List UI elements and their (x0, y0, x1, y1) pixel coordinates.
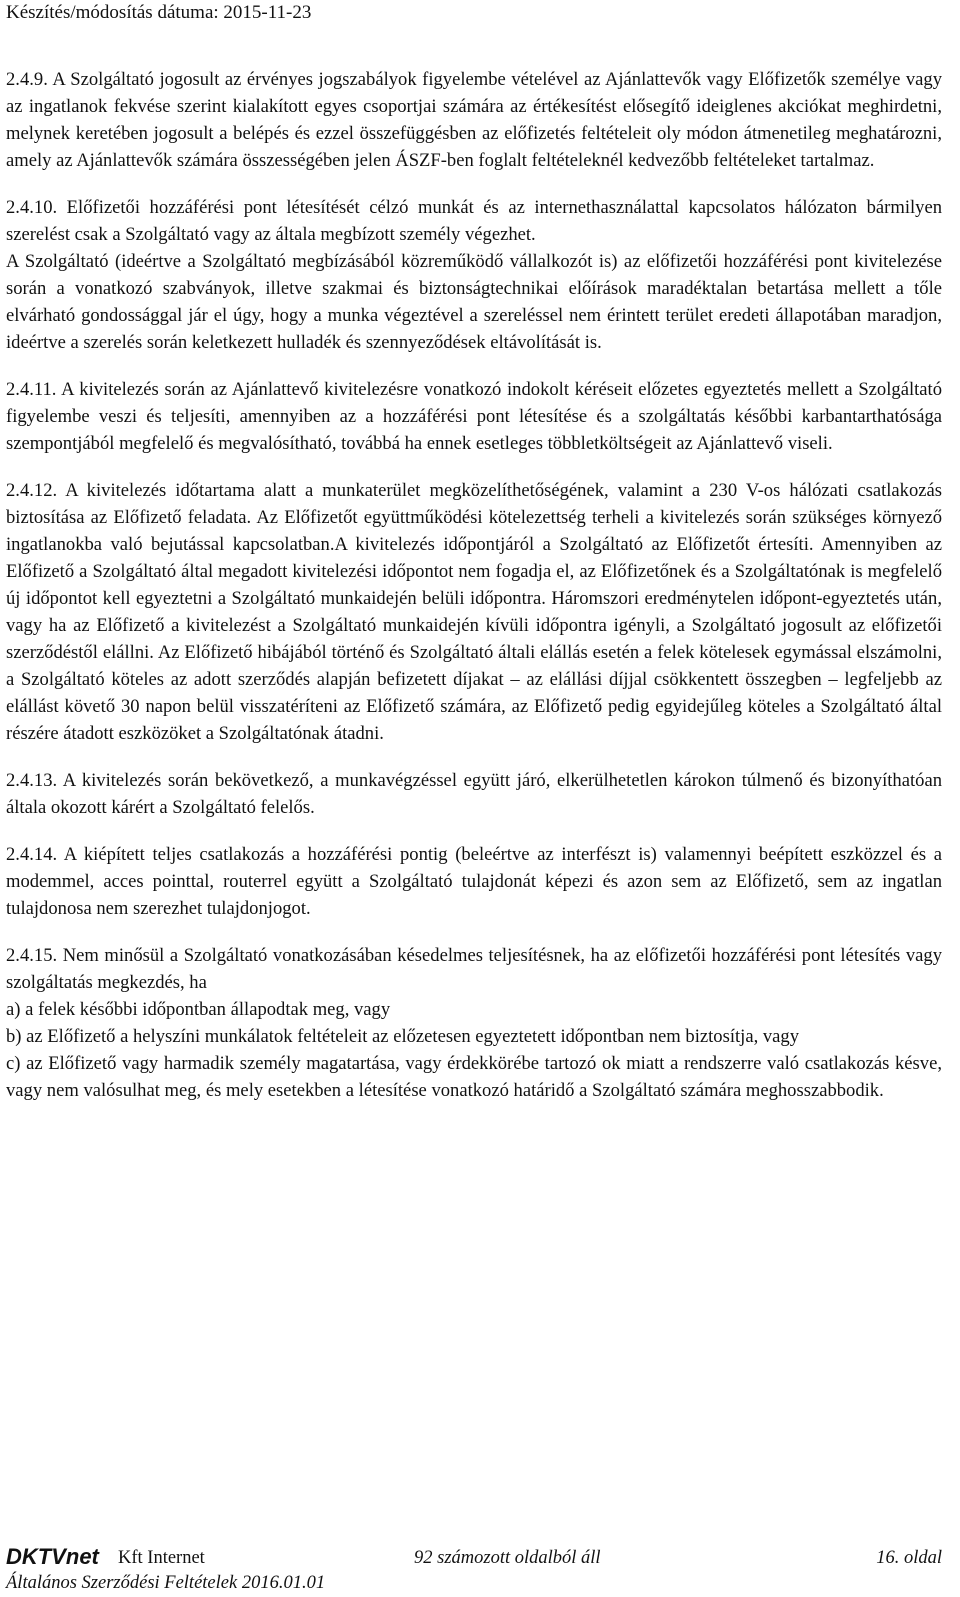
section-2-4-14: 2.4.14. A kiépített teljes csatlakozás a hozzáférési pontig (beleértve az interfészt is) valamennyi beépített eszközzel és a modemmel, acces pointtal, routerrel együtt a Szolgáltató tulajdonát képezi és azon sem az Előfizető, sem az ingatlan tulajdonosa nem szerezhet tulajdonjogot. (6, 844, 942, 919)
section-2-4-15: 2.4.15. Nem minősül a Szolgáltató vonatkozásában késedelmes teljesítésnek, ha az előfizetői hozzáférési pont létesítés vagy szolgáltatás megkezdés, ha (6, 945, 942, 993)
page-footer (6, 1545, 942, 1595)
footer-row (6, 1545, 942, 1571)
section-2-4-10-paragraph-2: A Szolgáltató (ideértve a Szolgáltató megbízásából közreműködő vállalkozót is) az előfizetői hozzáférési pont kivitelezése során a vonatkozó szabványok, illetve szakmai és biztonságtechnikai előírások maradéktalan betartása mellett a tőle elvárható gondossággal jár el úgy, hogy a munka végeztével a szereléssel nem érintett terület eredeti állapotában maradjon, ideértve a szerelés során keletkezett hulladék és szennyeződések eltávolítását is. (6, 251, 942, 353)
section-2-4-12: 2.4.12. A kivitelezés időtartama alatt a munkaterület megközelíthetőségének, valamint a 230 V-os hálózati csatlakozás biztosítása az Előfizető feladata. Az Előfizetőt együttműködési kötelezettség terheli a kivitelezés során szükséges környező ingatlanokba való bejutással kapcsolatban.A kivitelezés időpontjáról a Szolgáltató az Előfizetőt értesíti. Amennyiben az Előfizető a Szolgáltató által megadott kivitelezési időpontot nem fogadja el, az Előfizetőnek és a Szolgáltatónak is megfelelő új időpontot kell egyeztetni a Szolgáltató munkaidején belüli időpontra. Háromszori eredménytelen időpont-egyeztetés után, vagy ha az Előfizető a kivitelezést a Szolgáltató munkaidején kívüli időpontra igényli, a Szolgáltató jogosult az előfizetői szerződéstől elállni. Az Előfizető hibájából történő és Szolgáltató általi elállás esetén a felek kötelesek egymással elszámolni, a Szolgáltató köteles az adott szerződés alapján befizetett díjakat – az elállási díjjal csökkentett összegben – legfeljebb az elállást követő 30 napon belül visszatéríteni az Előfizető számára, az Előfizető pedig egyidejűleg köteles a Szolgáltató által részére átadott eszközöket a Szolgáltatónak átadni. (6, 480, 942, 744)
page-count-note: 92 számozott oldalból áll (414, 1548, 601, 1568)
document-title: Általános Szerződési Feltételek 2016.01.01 (6, 1573, 326, 1593)
revision-date-header: Készítés/módosítás dátuma: 2015-11-23 (6, 2, 312, 23)
section-2-4-15-item-c: c) az Előfizető vagy harmadik személy magatartása, vagy érdekkörébe tartozó ok miatt a rendszerre való csatlakozás késve, vagy nem valósulhat meg, és mely esetekben a létesítése vonatkozó határidő a Szolgáltató számára meghosszabbodik. (6, 1053, 942, 1101)
section-2-4-13: 2.4.13. A kivitelezés során bekövetkező, a munkavégzéssel együtt járó, elkerülhetetlen károkon túlmenő és bizonyíthatóan általa okozott kárért a Szolgáltató felelős. (6, 770, 942, 818)
section-2-4-10: 2.4.10. Előfizetői hozzáférési pont létesítését célzó munkát és az internethasználattal kapcsolatos hálózaton bármilyen szerelést csak a Szolgáltató vagy az általa megbízott személy végezhet. (6, 197, 942, 245)
company-name: Kft Internet (118, 1548, 205, 1568)
section-2-4-15-item-b: b) az Előfizető a helyszíni munkálatok feltételeit az előzetesen egyeztetett időpontban nem biztosítja, vagy (6, 1026, 800, 1047)
page-number: 16. oldal (876, 1548, 942, 1568)
section-2-4-9: 2.4.9. A Szolgáltató jogosult az érvényes jogszabályok figyelembe vételével az Ajánlattevők vagy Előfizetők személye vagy az ingatlanok fekvése szerint kialakított egyes csoportjai számára az értékesítést elősegítő ideiglenes akciókat meghirdetni, melynek keretében jogosult a belépés és ezzel összefüggésben az előfizetés feltételeit oly módon átmenetileg meghatározni, amely az Ajánlattevők számára összességében jelen ÁSZF-ben foglalt feltételeknél kedvezőbb feltételeket tartalmaz. (6, 69, 942, 171)
section-2-4-15-item-a: a) a felek későbbi időpontban állapodtak meg, vagy (6, 999, 391, 1020)
section-2-4-11: 2.4.11. A kivitelezés során az Ajánlattevő kivitelezésre vonatkozó indokolt kéréseit előzetes egyeztetés mellett a Szolgáltató figyelembe veszi és teljesíti, amennyiben az a hozzáférési pont létesítése és a szolgáltatás későbbi karbantarthatósága szempontjából megfelelő és megvalósítható, továbbá ha ennek esetleges többletköltségeit az Ajánlattevő viseli. (6, 379, 942, 454)
document-body (6, 66, 942, 1104)
brand-logo: DKTVnet (6, 1544, 99, 1569)
